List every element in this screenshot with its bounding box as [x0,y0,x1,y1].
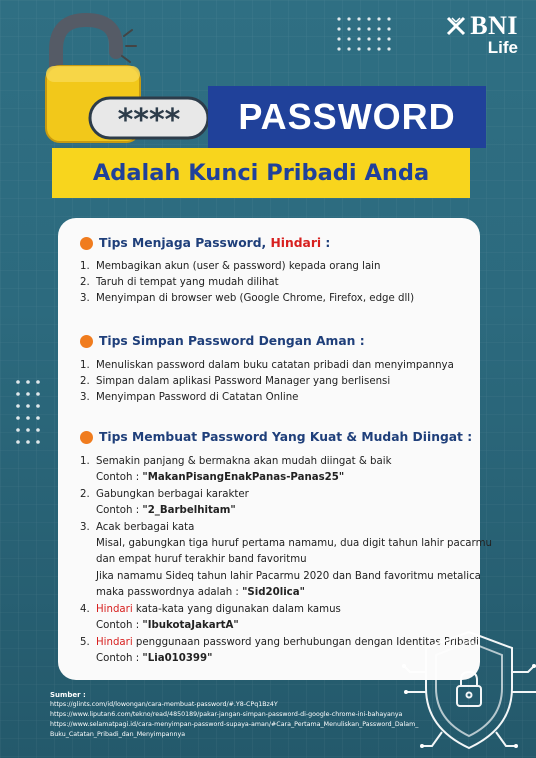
list-number: 5. [80,637,90,648]
source-link[interactable]: https://glints.com/id/lowongan/cara-membuat-password/#.Y8-CPq1Bz4Y [50,701,278,708]
list-item: Acak berbagai kata [96,522,195,533]
list-item: Menuliskan password dalam buku catatan pribadi dan menyimpannya [96,360,454,371]
list-number: 3. [80,293,90,304]
list-number: 2. [80,489,90,500]
brand-logo [446,11,518,58]
dot-pattern-top [336,16,396,52]
list-number: 4. [80,604,90,615]
page-subtitle: Adalah Kunci Pribadi Anda [52,148,470,198]
list-number: 3. [80,392,90,403]
section-title-create: Tips Membuat Password Yang Kuat & Mudah Diingat : [80,430,472,444]
detail-line: Jika namamu Sideq tahun lahir Pacarmu 2020 dan Band favoritmu metalica [96,571,481,582]
brand-name: BNI [470,11,518,40]
brand-sub: Life [487,38,518,57]
page-title: PASSWORD [208,86,486,148]
list-number: 2. [80,376,90,387]
example-line: Contoh : "MakanPisangEnakPanas-Panas25" [96,472,345,483]
orange-bullet-icon [80,431,93,444]
section-title-store: Tips Simpan Password Dengan Aman : [80,334,365,348]
list-item: Semakin panjang & bermakna akan mudah diingat & baik [96,456,392,467]
orange-bullet-icon [80,237,93,250]
detail-line: Misal, gabungkan tiga huruf pertama namamu, dua digit tahun lahir pacarmu [96,538,492,549]
tips-card [58,218,492,680]
list-number: 1. [80,261,90,272]
example-line: Contoh : "Lia010399" [96,653,213,664]
section-title-keep: Tips Menjaga Password, Hindari : [80,236,330,250]
example-line: Contoh : "2_Barbelhitam" [96,505,236,516]
source-link[interactable]: Buku_Catatan_Pribadi_dan_Menyimpannya [50,731,186,738]
list-item: Menyimpan di browser web (Google Chrome, Firefox, edge dll) [96,293,415,304]
orange-bullet-icon [80,335,93,348]
list-item: Hindari kata-kata yang digunakan dalam kamus [96,604,341,615]
padlock-icon [20,6,220,156]
shield-lock-icon [402,622,536,758]
example-line: Contoh : "IbukotaJakartA" [96,620,239,631]
sources [50,690,450,740]
bni-mark-icon [446,16,466,36]
password-mask: **** [117,103,181,138]
sources-label: Sumber : [50,691,86,699]
list-item: Simpan dalam aplikasi Password Manager yang berlisensi [96,376,391,387]
detail-line: dan empat huruf terakhir band favoritmu [96,554,307,565]
list-item: Menyimpan Password di Catatan Online [96,392,299,403]
list-number: 2. [80,277,90,288]
list-item: Hindari penggunaan password yang berhubungan dengan Identitas Pribadi [96,637,480,648]
list-item: Membagikan akun (user & password) kepada orang lain [96,261,381,272]
list-number: 1. [80,456,90,467]
example-line: maka passwordnya adalah : "Sid20lica" [96,587,305,598]
list-number: 1. [80,360,90,371]
source-link[interactable]: https://www.selamatpagi.id/cara-menyimpan-password-supaya-aman/#Cara_Pertama_Menuliskan_Password_Dalam_ [50,721,419,728]
list-item: Taruh di tempat yang mudah dilihat [96,277,279,288]
source-link[interactable]: https://www.liputan6.com/tekno/read/4850189/pakar-jangan-simpan-password-di-google-chrome-ini-bahayanya [50,711,403,718]
dot-pattern-left [14,378,44,448]
list-item: Gabungkan berbagai karakter [96,489,249,500]
list-number: 3. [80,522,90,533]
